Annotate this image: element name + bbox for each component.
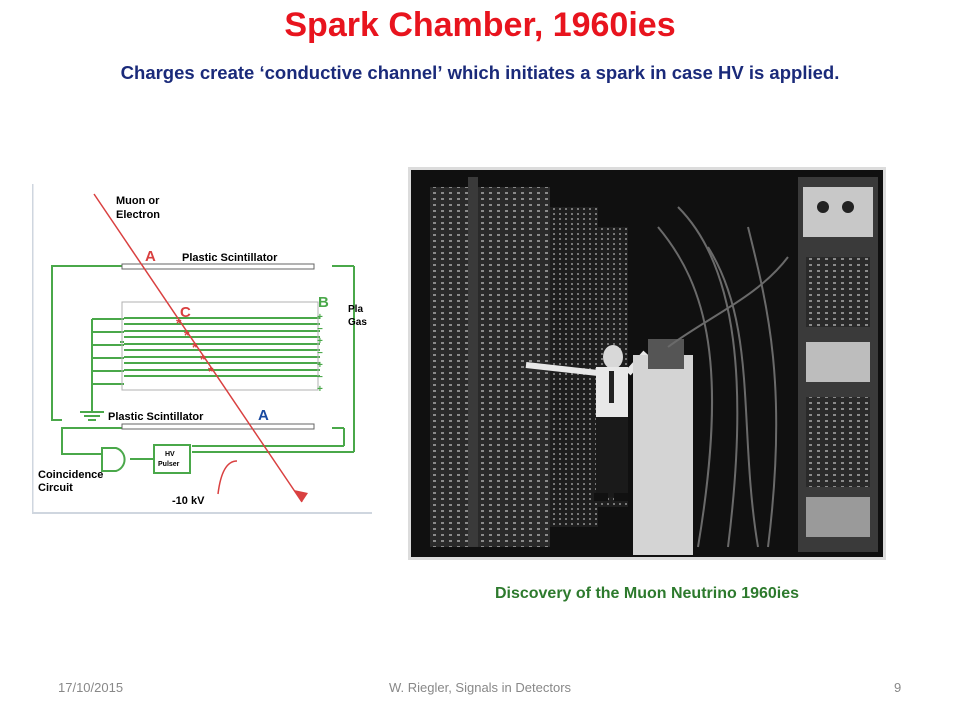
bottom-scintillator-label: Plastic Scintillator (108, 411, 204, 423)
svg-text:*: * (200, 351, 206, 367)
svg-text:−: − (317, 324, 323, 335)
slide-subtitle: Charges create ʻconductive channelʼ which initiates a spark in case HV is applied. (120, 62, 840, 83)
svg-text:−: − (317, 348, 323, 359)
plates-label-1: Pla (348, 304, 364, 315)
footer-page-number: 9 (894, 680, 902, 695)
particle-label-2: Electron (116, 209, 161, 221)
particle-label-1: Muon or (116, 195, 160, 207)
svg-text:*: * (184, 327, 190, 343)
svg-text:*: * (176, 315, 182, 331)
svg-text:+: + (317, 384, 323, 395)
svg-text:+: + (317, 360, 323, 371)
label-c: C (180, 304, 191, 321)
slide-title: Spark Chamber, 1960ies (284, 6, 676, 44)
coincidence-label-1: Coincidence (38, 469, 104, 481)
photo-caption: Discovery of the Muon Neutrino 1960ies (494, 585, 800, 602)
historic-photo (408, 167, 886, 560)
label-a-top: A (145, 248, 156, 265)
spark-chamber-diagram (32, 184, 372, 514)
coincidence-label-2: Circuit (38, 482, 73, 494)
footer-date: 17/10/2015 (58, 680, 124, 695)
svg-text:*: * (192, 339, 198, 355)
svg-text:+: + (317, 312, 323, 323)
top-scintillator-label: Plastic Scintillator (182, 252, 278, 264)
hv-label-2: Pulser (158, 461, 180, 468)
footer-author: W. Riegler, Signals in Detectors (388, 680, 572, 695)
voltage-label: -10 kV (172, 495, 205, 507)
svg-text:+: + (317, 336, 323, 347)
svg-text:*: * (208, 363, 214, 379)
label-a-bottom: A (258, 407, 269, 424)
hv-label-1: HV (165, 451, 175, 458)
label-b: B (318, 294, 329, 311)
plates-label-2: Gas (348, 317, 367, 328)
svg-text:−: − (317, 372, 323, 383)
